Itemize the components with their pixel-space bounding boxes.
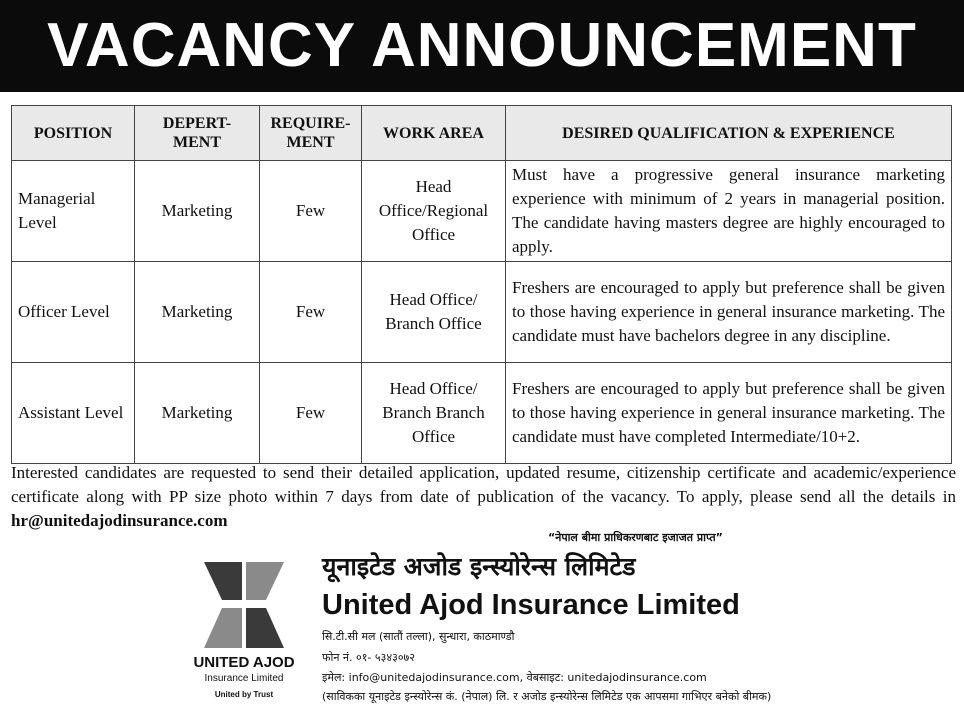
- header-department: DEPERT- MENT: [135, 106, 260, 161]
- company-phone: फोन नं. ०१- ५३४३०७२: [322, 651, 415, 664]
- cell-work-area: Head Office/ Branch Branch Office: [362, 363, 506, 464]
- company-logo: [184, 560, 304, 705]
- cell-work-area: Head Office/Regional Office: [362, 161, 506, 262]
- cell-department: Marketing: [135, 161, 260, 262]
- table-row: [12, 161, 952, 262]
- logo-tagline: United by Trust: [214, 690, 274, 699]
- header-work-area: WORK AREA: [362, 106, 506, 161]
- cell-position: Assistant Level: [12, 363, 135, 464]
- logo-mark-br: [246, 608, 284, 648]
- company-name-english: United Ajod Insurance Limited: [322, 589, 740, 621]
- page-title: VACANCY ANNOUNCEMENT: [0, 0, 964, 92]
- header-requirement: REQUIRE- MENT: [260, 106, 362, 161]
- logo-mark-tl: [204, 562, 242, 600]
- logo-name: UNITED AJOD: [193, 654, 295, 671]
- cell-position: Managerial Level: [12, 161, 135, 262]
- cell-requirement: Few: [260, 262, 362, 363]
- cell-work-area: Head Office/ Branch Office: [362, 262, 506, 363]
- table-row: [12, 363, 952, 464]
- table-row: [12, 262, 952, 363]
- cell-qualification: Must have a progressive general insurance marketing experience with minimum of 2 years in managerial position. The candidate having masters degree are highly encouraged to apply.: [506, 161, 952, 262]
- cell-position: Officer Level: [12, 262, 135, 363]
- table-header-row: [12, 106, 952, 161]
- application-note: [11, 461, 956, 533]
- logo-subtitle: Insurance Limited: [204, 673, 284, 684]
- vacancy-table: [11, 105, 952, 464]
- application-email[interactable]: hr@unitedajodinsurance.com: [11, 511, 228, 530]
- application-note-text: Interested candidates are requested to send their detailed application, updated resume, citizenship certificate and academic/experience certificate along with PP size photo within 7 days from date of publication of the vacancy. To apply, please send all the details in: [11, 463, 956, 506]
- cell-department: Marketing: [135, 262, 260, 363]
- cell-department: Marketing: [135, 363, 260, 464]
- company-name-nepali: यूनाइटेड अजोड इन्स्योरेन्स लिमिटेड: [322, 552, 636, 581]
- company-contact: इमेल: info@unitedajodinsurance.com, वेबसाइट: unitedajodinsurance.com: [322, 671, 707, 684]
- logo-mark-tr: [246, 562, 284, 600]
- header-position: POSITION: [12, 106, 135, 161]
- sanction-note: “नेपाल बीमा प्राधिकरणबाट इजाजत प्राप्त”: [548, 531, 723, 544]
- logo-mark-bl: [204, 608, 242, 648]
- header-qualification: DESIRED QUALIFICATION & EXPERIENCE: [506, 106, 952, 161]
- company-former-name: (साविकका यूनाइटेड इन्स्योरेन्स कं. (नेपाल) लि. र अजोड इन्स्योरेन्स लिमिटेड एक आपसमा गाभिएर बनेको बीमक): [322, 690, 772, 703]
- cell-requirement: Few: [260, 161, 362, 262]
- cell-qualification: Freshers are encouraged to apply but preference shall be given to those having experience in general insurance marketing. The candidate must have bachelors degree in any discipline.: [506, 262, 952, 363]
- company-address: सि.टी.सी मल (सातौं तल्ला), सुन्धारा, काठमाण्डौ: [322, 630, 515, 643]
- logo-mark-icon: [202, 560, 286, 650]
- cell-qualification: Freshers are encouraged to apply but preference shall be given to those having experience in general insurance marketing. The candidate must have completed Intermediate/10+2.: [506, 363, 952, 464]
- cell-requirement: Few: [260, 363, 362, 464]
